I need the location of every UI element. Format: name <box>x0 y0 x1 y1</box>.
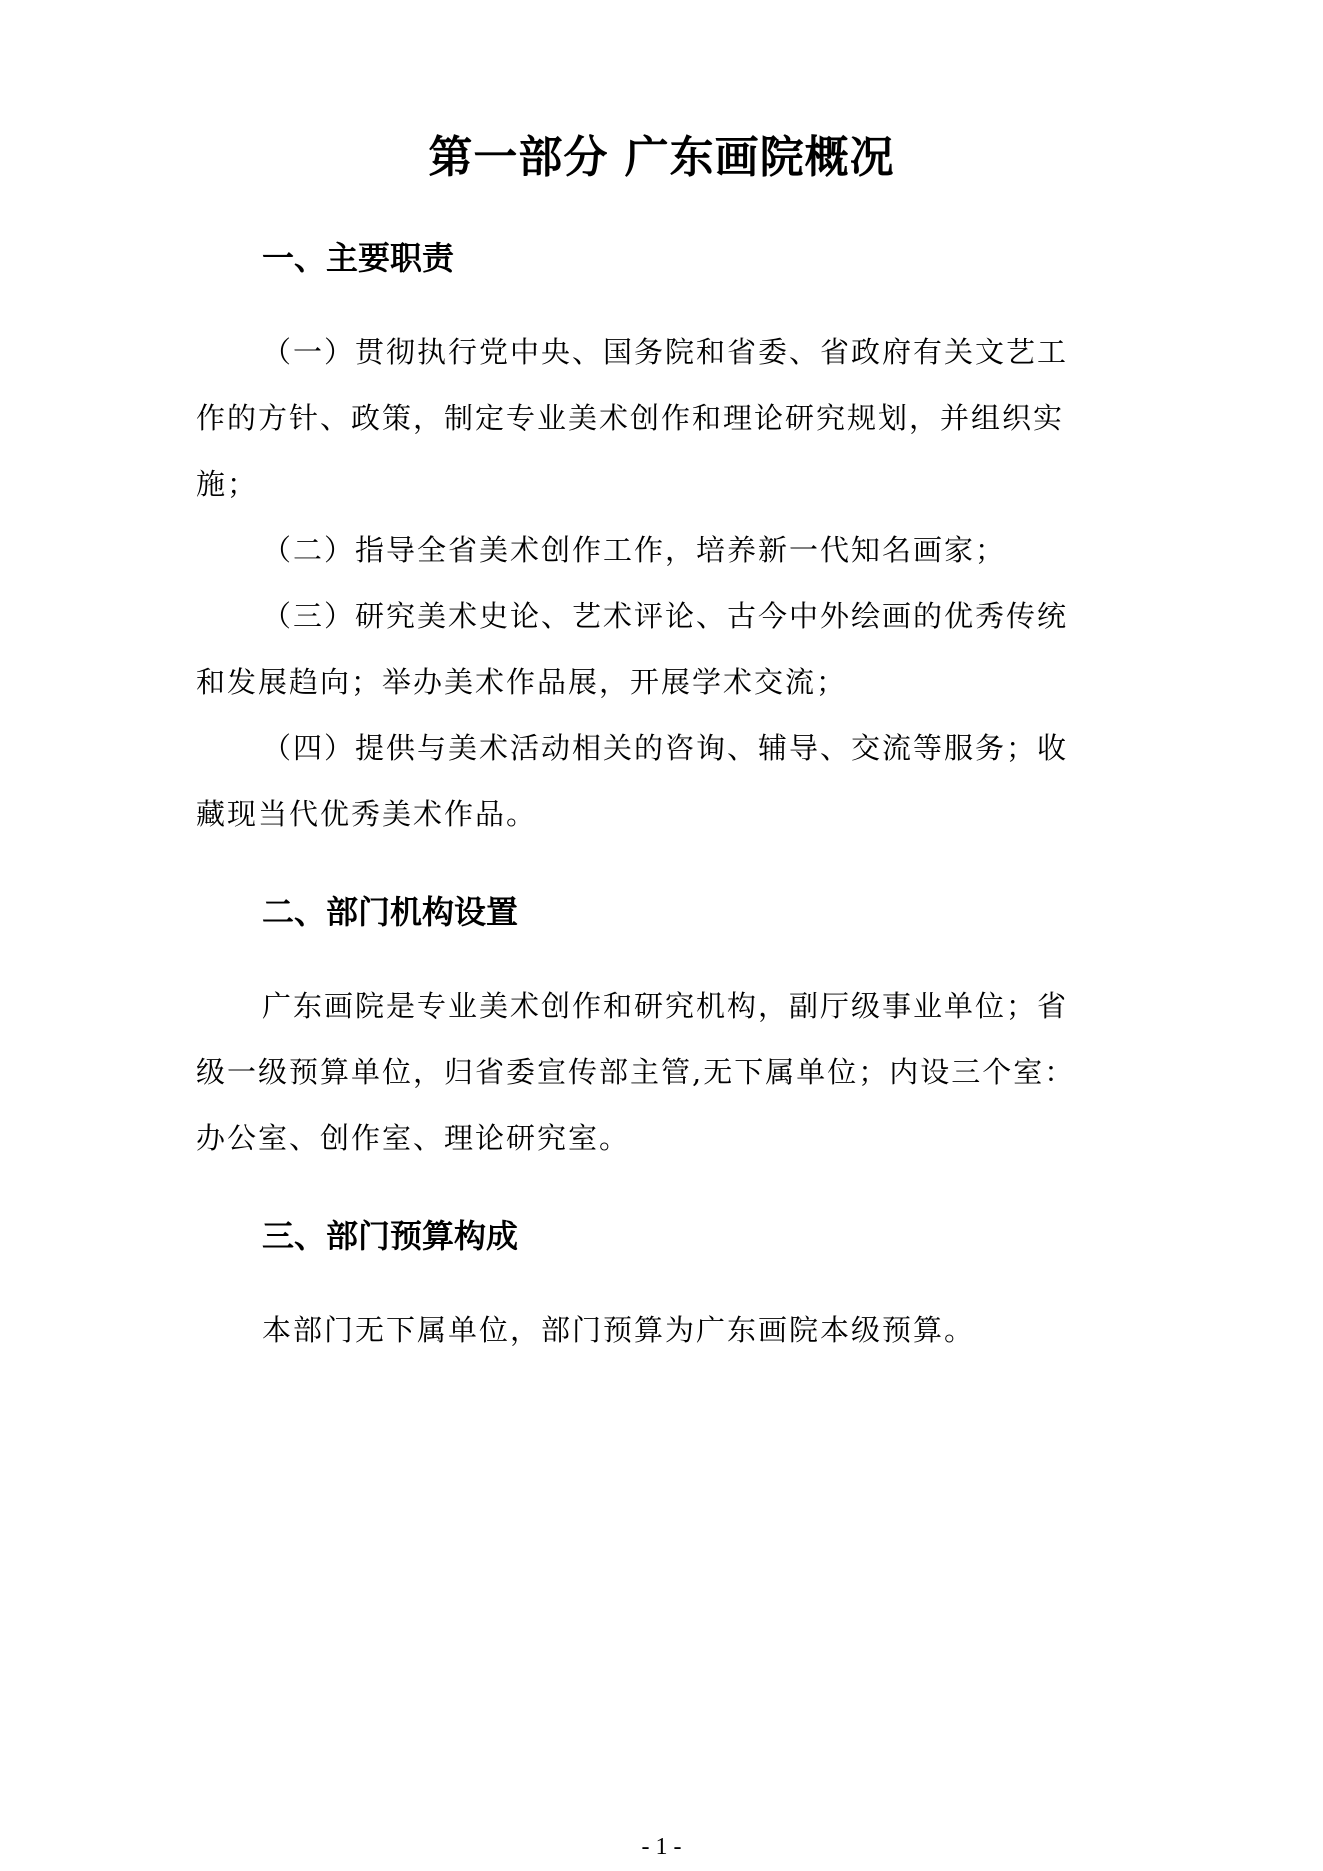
paragraph-line: 作的方针、政策，制定专业美术创作和理论研究规划，并组织实 <box>196 401 1065 435</box>
page-title: 第一部分 广东画院概况 <box>428 132 895 183</box>
paragraph-line: 广东画院是专业美术创作和研究机构，副厅级事业单位；省 <box>262 989 1069 1023</box>
section-heading-duties: 一、主要职责 <box>262 239 455 277</box>
paragraph-line: 级一级预算单位，归省委宣传部主管,无下属单位；内设三个室： <box>196 1055 1076 1089</box>
paragraph-line: 本部门无下属单位，部门预算为广东画院本级预算。 <box>262 1313 976 1347</box>
page-number: - 1 - <box>641 1834 682 1860</box>
paragraph-line: （四）提供与美术活动相关的咨询、辅导、交流等服务；收 <box>262 731 1069 765</box>
section-heading-budget: 三、部门预算构成 <box>262 1217 519 1255</box>
section-heading-organization: 二、部门机构设置 <box>262 893 519 931</box>
paragraph-line: 和发展趋向；举办美术作品展，开展学术交流； <box>196 665 848 699</box>
paragraph-line: 藏现当代优秀美术作品。 <box>196 797 538 831</box>
paragraph-line: （二）指导全省美术创作工作，培养新一代知名画家； <box>262 533 1007 567</box>
paragraph-line: 办公室、创作室、理论研究室。 <box>196 1121 631 1155</box>
paragraph-line: （三）研究美术史论、艺术评论、古今中外绘画的优秀传统 <box>262 599 1069 633</box>
paragraph-line: 施； <box>196 467 259 501</box>
paragraph-line: （一）贯彻执行党中央、国务院和省委、省政府有关文艺工 <box>262 335 1069 369</box>
